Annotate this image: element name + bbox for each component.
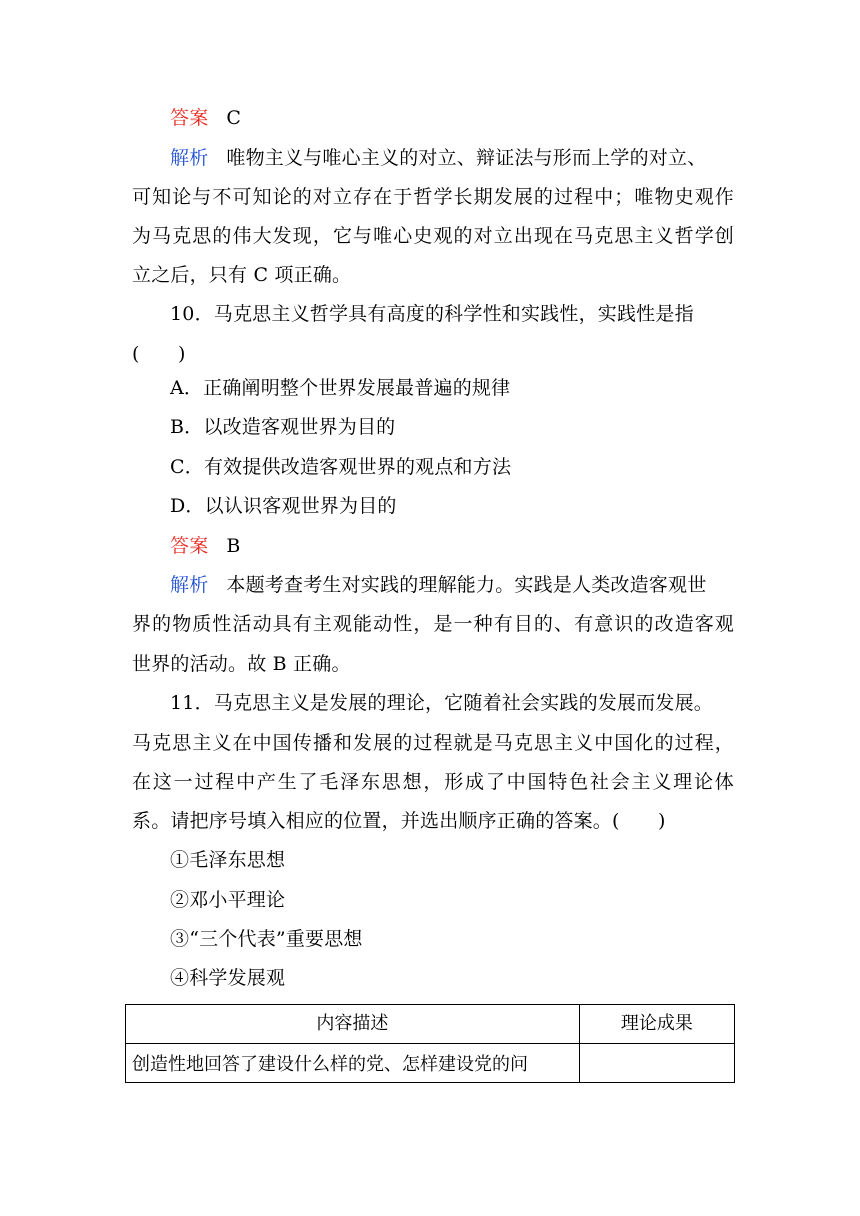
q10-stem-line-1: 10．马克思主义哲学具有高度的科学性和实践性，实践性是指 [170,303,694,325]
answer-label: 答案 [170,107,209,129]
q11-item-4: ④科学发展观 [170,967,286,989]
q11-stem-line-1: 11．马克思主义是发展的理论，它随着社会实践的发展而发展。 [170,692,713,714]
q11-stem-line-2: 马克思主义在中国传播和发展的过程就是马克思主义中国化的过程， [132,732,734,754]
answer-label: 答案 [170,535,209,557]
analysis-text: 本题考查考生对实践的理解能力。实践是人类改造客观世 [226,574,707,596]
q10-stem-line-2: ( ) [132,343,186,365]
table-header-row [126,1005,735,1044]
table-row [126,1044,735,1083]
q9-analysis-line-4: 立之后，只有 C 项正确。 [132,264,352,286]
q10-analysis-line-1 [170,572,734,598]
q9-analysis-line-3: 为马克思的伟大发现，它与唯心史观的对立出现在马克思主义哲学创 [132,225,734,247]
table-header-content: 内容描述 [126,1005,580,1044]
q10-option-d: D．以认识客观世界为目的 [170,495,397,517]
q11-stem-line-3: 在这一过程中产生了毛泽东思想，形成了中国特色社会主义理论体 [132,771,734,793]
analysis-label: 解析 [170,147,209,169]
q11-table [125,1004,735,1083]
table-cell-content: 创造性地回答了建设什么样的党、怎样建设党的问 [126,1044,580,1083]
q10-answer-line [170,533,734,559]
q9-analysis-line-1 [170,145,734,171]
q10-option-b: B．以改造客观世界为目的 [170,416,396,438]
q11-stem-line-4: 系。请把序号填入相应的位置，并选出顺序正确的答案。( ) [132,810,666,832]
q10-option-a: A．正确阐明整个世界发展最普遍的规律 [170,377,511,399]
q11-item-1: ①毛泽东思想 [170,849,286,871]
q9-answer-line [170,105,734,131]
answer-value: B [226,535,241,557]
q10-option-c: C．有效提供改造客观世界的观点和方法 [170,456,512,478]
q9-analysis-line-2: 可知论与不可知论的对立存在于哲学长期发展的过程中；唯物史观作 [132,186,734,208]
q11-item-3: ③“三个代表”重要思想 [170,928,363,950]
q10-analysis-line-3: 世界的活动。故 B 正确。 [132,653,351,675]
analysis-text: 唯物主义与唯心主义的对立、辩证法与形而上学的对立、 [226,147,707,169]
q10-analysis-line-2: 界的物质性活动具有主观能动性，是一种有目的、有意识的改造客观 [132,613,734,635]
analysis-label: 解析 [170,574,209,596]
table-cell-result [579,1044,734,1083]
answer-value: C [226,107,242,129]
table-header-result: 理论成果 [579,1005,734,1044]
q11-item-2: ②邓小平理论 [170,889,286,911]
